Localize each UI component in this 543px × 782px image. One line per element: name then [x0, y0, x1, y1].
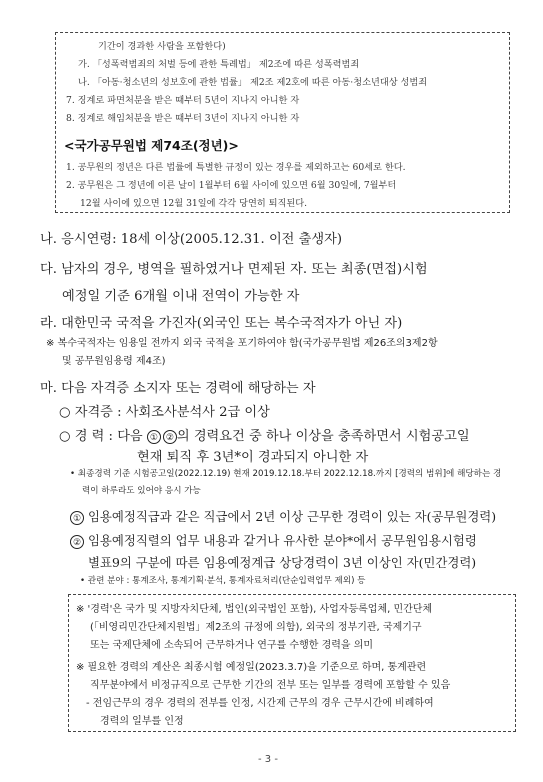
- career-requirement-cont: 현재 퇴직 후 3년*이 경과되지 아니한 자: [137, 450, 369, 465]
- box-rule: 12월 사이에 있으면 12월 31일에 각각 당연히 퇴직된다.: [80, 198, 308, 209]
- career-rest: 의 경력요건 중 하나 이상을 충족하면서 시험공고일: [176, 429, 470, 444]
- circle-two-icon: ②: [70, 535, 84, 549]
- box-rule: 2. 공무원은 그 정년에 이른 날이 1월부터 6월 사이에 있으면 6월 30일에, 7월부터: [66, 180, 397, 191]
- box-rule: 1. 공무원의 정년은 다른 법률에 특별한 규정이 있는 경우를 제외하고는 60세로 한다.: [66, 162, 406, 173]
- section-da-military-cont: 예정일 기준 6개월 이내 전역이 가능한 자: [62, 289, 300, 304]
- note-line: ※ '경력'은 국가 및 지방자치단체, 법인(외국법인 포함), 사업자등록업체, 민간단체: [76, 604, 433, 615]
- box-heading: <국가공무원법 제74조(정년)>: [64, 138, 239, 153]
- career-item-2: ② 임용예정직렬의 업무 내용과 같거나 유사한 분야*에서 공무원임용시험령: [70, 531, 477, 549]
- ra-note-cont: 및 공무원임용령 제4조): [62, 356, 166, 367]
- section-ma-qualification: 마. 다음 자격증 소지자 또는 경력에 해당하는 자: [40, 381, 316, 396]
- circle-one-icon: ①: [70, 511, 84, 525]
- footnote-star-cont: 력이 하루라도 있어야 응시 가능: [82, 486, 201, 496]
- cert-requirement: ○ 자격증 : 사회조사분석사 2급 이상: [59, 405, 270, 420]
- box-line: 나. 「아동·청소년의 성보호에 관한 법률」 제2조 제2호에 따른 아동·청소년대상 성범죄: [78, 77, 428, 88]
- circle-two-icon: ②: [163, 430, 177, 444]
- page-number: - 3 -: [258, 754, 278, 765]
- career-requirement: [59, 425, 470, 444]
- circle-one-icon: ①: [147, 430, 161, 444]
- note-line: - 전임근무의 경우 경력의 전부를 인정, 시간제 근무의 경우 근무시간에 비례하여: [86, 698, 434, 709]
- section-da-military: 다. 남자의 경우, 병역을 필하였거나 면제된 자. 또는 최종(면접)시험: [40, 262, 428, 277]
- section-ra-nationality: 라. 대한민국 국적을 가진자(외국인 또는 복수국적자가 아닌 자): [40, 316, 403, 331]
- box-line: 8. 징계로 해임처분을 받은 때부터 3년이 지나지 아니한 자: [66, 113, 300, 124]
- career-item-2-cont: 별표9의 구분에 따른 임용예정계급 상당경력이 3년 이상인 자(민간경력): [88, 555, 477, 570]
- box-line: 7. 징계로 파면처분을 받은 때부터 5년이 지나지 아니한 자: [66, 95, 300, 106]
- note-line: 경력의 일부를 인정: [100, 716, 184, 727]
- related-fields: • 관련 분야 : 통계조사, 통계기획·분석, 통계자료처리(단순입력업무 제외) 등: [80, 576, 366, 586]
- section-na-age: 나. 응시연령: 18세 이상(2005.12.31. 이전 출생자): [40, 232, 342, 247]
- note-line: 또는 국제단체에 소속되어 근무하거나 연구를 수행한 경력을 의미: [90, 640, 374, 651]
- footnote-star: • 최종경력 기준 시험공고일(2022.12.19) 현재 2019.12.18.부터 2022.12.18.까지 [경력의 범위]에 해당하는 경: [70, 469, 502, 479]
- note-line: ※ 필요한 경력의 계산은 최종시험 예정일(2023.3.7)을 기준으로 하며, 통계관련: [76, 662, 427, 673]
- career-label: ○ 경 력 : 다음: [59, 429, 143, 444]
- career-item-1: ① 임용예정직급과 같은 직급에서 2년 이상 근무한 경력이 있는 자(공무원경력): [70, 507, 496, 525]
- note-line: (「비영리민간단체지원법」제2조의 규정에 의함), 외국의 정부기관, 국제기구: [90, 622, 422, 633]
- note-line: 직무분야에서 비정규직으로 근무한 기간의 전부 또는 일부를 경력에 포함할 수 있음: [90, 680, 451, 691]
- box-line: 가. 「성폭력범죄의 처벌 등에 관한 특례법」 제2조에 따른 성폭력범죄: [78, 59, 360, 70]
- ra-note: ※ 복수국적자는 임용일 전까지 외국 국적을 포기하여야 함(국가공무원법 제26조의3제2항: [46, 338, 438, 349]
- box-line: 기간이 경과한 사람을 포함한다): [98, 41, 226, 52]
